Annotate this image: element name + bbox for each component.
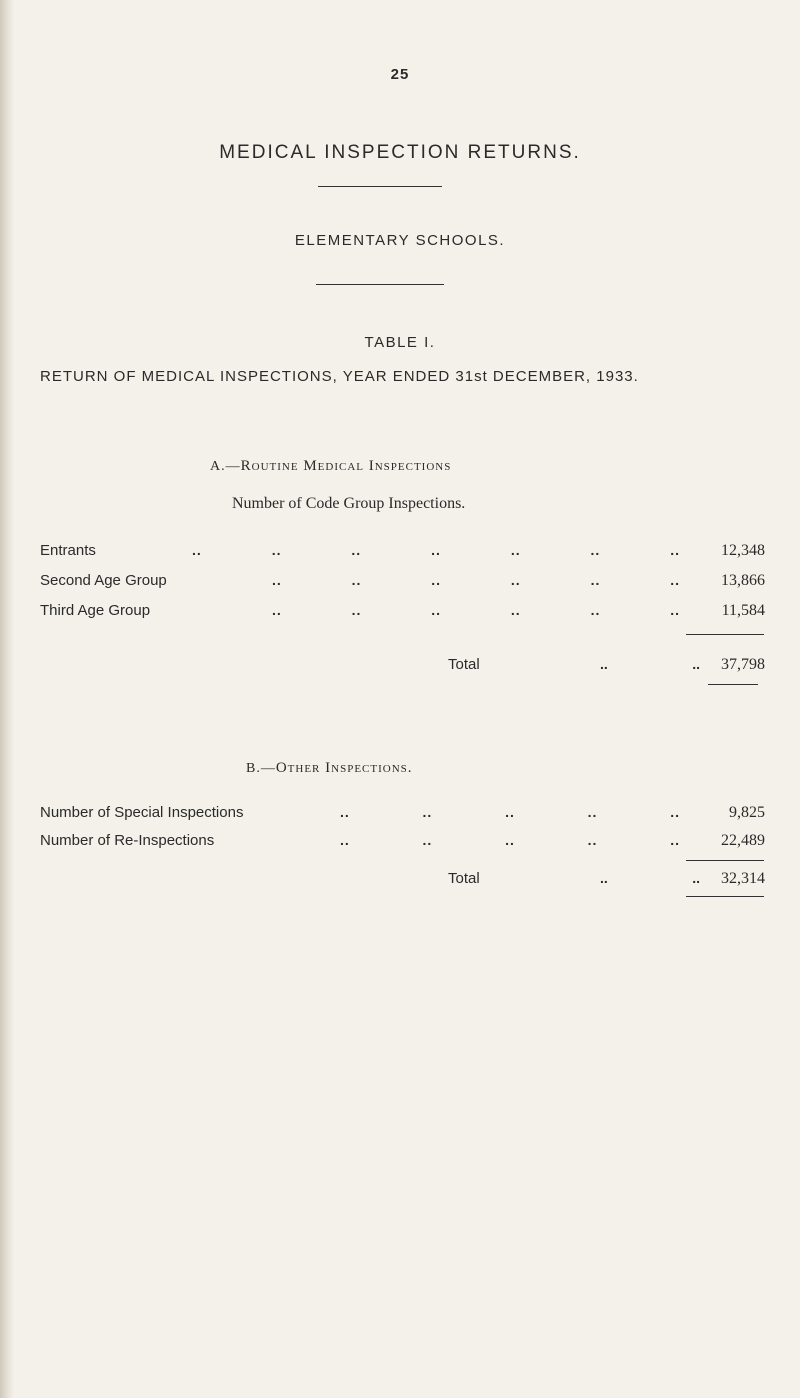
leader-dots: .. .. .. .. .. — [340, 804, 680, 820]
table-label: TABLE I. — [364, 334, 436, 351]
sum-rule — [686, 634, 764, 635]
section-b-prefix: B.— — [246, 761, 276, 776]
subtitle-divider — [316, 284, 444, 285]
total-underline — [708, 684, 758, 685]
sum-rule — [686, 860, 764, 861]
leader-dots: .. .. — [600, 870, 700, 886]
total-label: Total — [448, 656, 480, 673]
page-number: 25 — [390, 66, 410, 83]
page-binding-edge — [0, 0, 14, 1398]
leader-dots: .. .. .. .. .. .. — [272, 602, 680, 618]
section-a-subheading: Number of Code Group Inspections. — [232, 495, 466, 512]
total-underline — [686, 896, 764, 897]
document-title: MEDICAL INSPECTION RETURNS. — [219, 142, 581, 163]
table-row — [40, 572, 765, 594]
table-row — [40, 602, 765, 624]
row-label: Number of Re-Inspections — [40, 832, 215, 849]
leader-dots: .. .. .. .. .. .. .. — [192, 542, 680, 558]
subtitle: ELEMENTARY SCHOOLS. — [294, 232, 506, 249]
row-label: Third Age Group — [40, 602, 151, 619]
leader-dots: .. .. — [600, 656, 700, 672]
row-value: 12,348 — [721, 542, 765, 559]
total-value: 37,798 — [721, 656, 765, 673]
section-b-title: Other Inspections. — [275, 760, 413, 776]
title-divider — [318, 186, 442, 187]
row-value: 9,825 — [729, 804, 765, 821]
leader-dots: .. .. .. .. .. .. — [272, 572, 680, 588]
total-value: 32,314 — [721, 870, 765, 887]
row-value: 22,489 — [721, 832, 765, 849]
table-row — [40, 804, 765, 826]
total-row — [40, 656, 765, 678]
row-label: Number of Special Inspections — [40, 804, 244, 821]
leader-dots: .. .. .. .. .. — [340, 832, 680, 848]
section-a-heading — [210, 458, 451, 475]
table-row — [40, 542, 765, 564]
table-row — [40, 832, 765, 854]
section-a-prefix: A.— — [210, 459, 241, 474]
row-label: Entrants — [40, 542, 96, 559]
total-label: Total — [448, 870, 480, 887]
section-a-title: Routine Medical Inspections — [240, 458, 452, 474]
section-b-heading — [246, 760, 413, 777]
row-label: Second Age Group — [40, 572, 167, 589]
total-row — [40, 870, 765, 892]
return-title: RETURN OF MEDICAL INSPECTIONS, YEAR ENDED 31st DECEMBER, 1933. — [40, 368, 639, 385]
row-value: 11,584 — [721, 602, 765, 619]
row-value: 13,866 — [721, 572, 765, 589]
